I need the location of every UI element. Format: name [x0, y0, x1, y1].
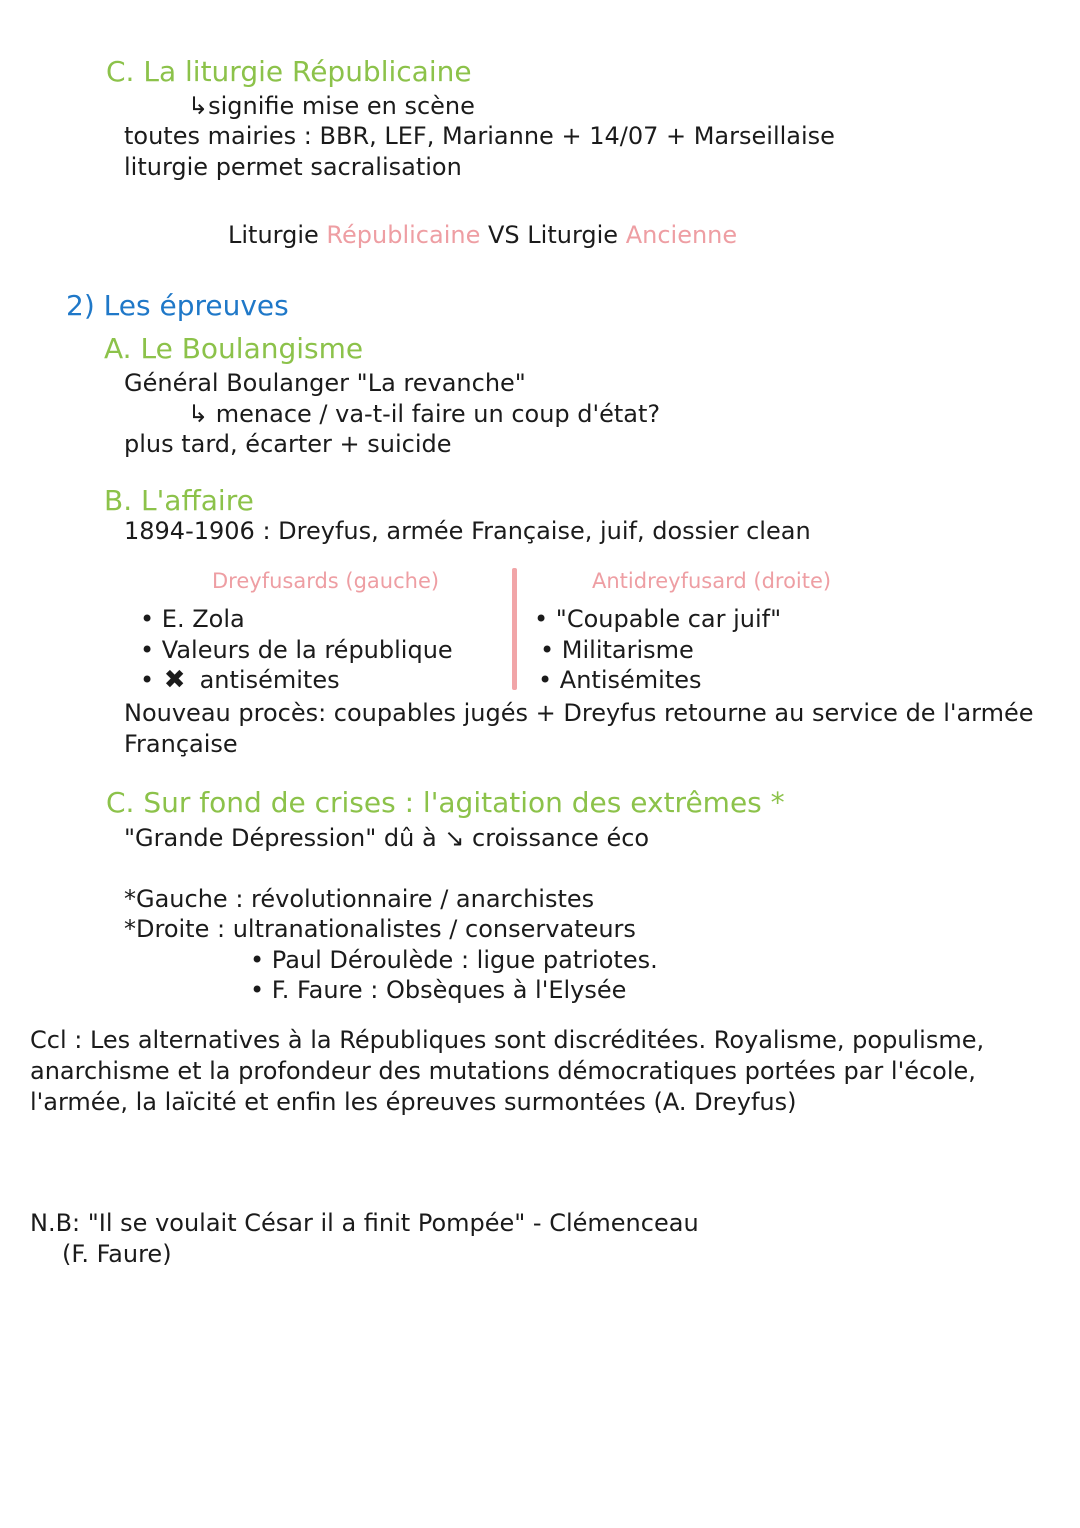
dreyfusards-title: Dreyfusards (gauche): [212, 569, 440, 593]
conclusion-line-1: Ccl : Les alternatives à la Républiques sont discréditées. Royalisme, populisme,: [30, 1026, 985, 1054]
affaire-line-3: Française: [124, 730, 238, 758]
antidreyfusards-item-2-text: Militarisme: [561, 636, 694, 664]
affaire-heading: B. L'affaire: [104, 484, 254, 517]
antidreyfusards-item-3-text: Antisémites: [559, 666, 702, 694]
bullet-icon: •: [538, 666, 553, 694]
conclusion-line-2: anarchisme et la profondeur des mutations démocratiques portées par l'école,: [30, 1057, 976, 1085]
boulangisme-line-2-text: menace / va-t-il faire un coup d'état?: [215, 400, 661, 428]
boulangisme-line-1: Général Boulanger "La revanche": [124, 369, 526, 397]
arrow-icon: ↳: [188, 92, 209, 120]
antidreyfusards-title: Antidreyfusard (droite): [592, 569, 832, 593]
dreyfusards-item-1-text: E. Zola: [161, 605, 245, 633]
boulangisme-line-2: [188, 399, 660, 429]
liturgie-line-1: [188, 91, 475, 121]
dreyfusards-item-3: [140, 665, 340, 695]
boulangisme-heading: A. Le Boulangisme: [104, 332, 364, 365]
bullet-icon: •: [250, 946, 265, 974]
crises-item-2-text: F. Faure : Obsèques à l'Elysée: [271, 976, 627, 1004]
affaire-line-2: Nouveau procès: coupables jugés + Dreyfus retourne au service de l'armée: [124, 699, 1034, 727]
compare-word-1: Liturgie: [228, 221, 319, 249]
conclusion-line-3: l'armée, la laïcité et enfin les épreuves surmontées (A. Dreyfus): [30, 1088, 797, 1116]
bullet-icon: •: [540, 636, 555, 664]
antidreyfusards-item-1-text: "Coupable car juif": [555, 605, 782, 633]
crises-item-1: [250, 945, 658, 975]
affaire-line-1: 1894-1906 : Dreyfus, armée Française, juif, dossier clean: [124, 517, 811, 545]
crises-line-1-a: "Grande Dépression" dû à: [124, 824, 437, 852]
section-2-heading: 2) Les épreuves: [66, 289, 289, 322]
liturgie-compare: [228, 220, 737, 250]
bullet-icon: •: [140, 605, 155, 633]
dreyfusards-item-2-text: Valeurs de la république: [161, 636, 453, 664]
dreyfusards-item-1: [140, 604, 245, 634]
antidreyfusards-item-2: [540, 635, 694, 665]
boulangisme-line-3: plus tard, écarter + suicide: [124, 430, 452, 458]
liturgie-line-2: toutes mairies : BBR, LEF, Marianne + 14/07 + Marseillaise: [124, 122, 835, 150]
liturgie-heading: C. La liturgie Républicaine: [106, 55, 472, 88]
crises-heading: C. Sur fond de crises : l'agitation des extrêmes *: [106, 786, 785, 819]
bullet-icon: •: [534, 605, 549, 633]
liturgie-line-3: liturgie permet sacralisation: [124, 153, 462, 181]
dreyfusards-item-3-text: antisémites: [199, 666, 340, 694]
bullet-icon: •: [140, 666, 155, 694]
crises-line-1: [124, 823, 649, 853]
cross-icon: ✖: [163, 665, 186, 695]
crises-droite: *Droite : ultranationalistes / conservateurs: [124, 915, 636, 943]
crises-gauche: *Gauche : révolutionnaire / anarchistes: [124, 885, 595, 913]
nb-line-1: N.B: "Il se voulait César il a finit Pompée" - Clémenceau: [30, 1209, 699, 1237]
crises-item-1-text: Paul Déroulède : ligue patriotes.: [271, 946, 658, 974]
bullet-icon: •: [140, 636, 155, 664]
antidreyfusards-item-1: [534, 604, 781, 634]
crises-item-2: [250, 975, 626, 1005]
column-divider: [512, 568, 517, 690]
dreyfusards-item-2: [140, 635, 453, 665]
antidreyfusards-item-3: [538, 665, 702, 695]
liturgie-line-1-text: signifie mise en scène: [208, 92, 475, 120]
bullet-icon: •: [250, 976, 265, 1004]
compare-word-4: Ancienne: [625, 221, 738, 249]
arrow-down-icon: ↘: [444, 824, 465, 852]
arrow-icon: ↳: [188, 400, 209, 428]
compare-word-3: VS Liturgie: [488, 221, 619, 249]
nb-line-2: (F. Faure): [62, 1240, 172, 1268]
crises-line-1-b: croissance éco: [472, 824, 650, 852]
compare-word-2: Républicaine: [326, 221, 481, 249]
